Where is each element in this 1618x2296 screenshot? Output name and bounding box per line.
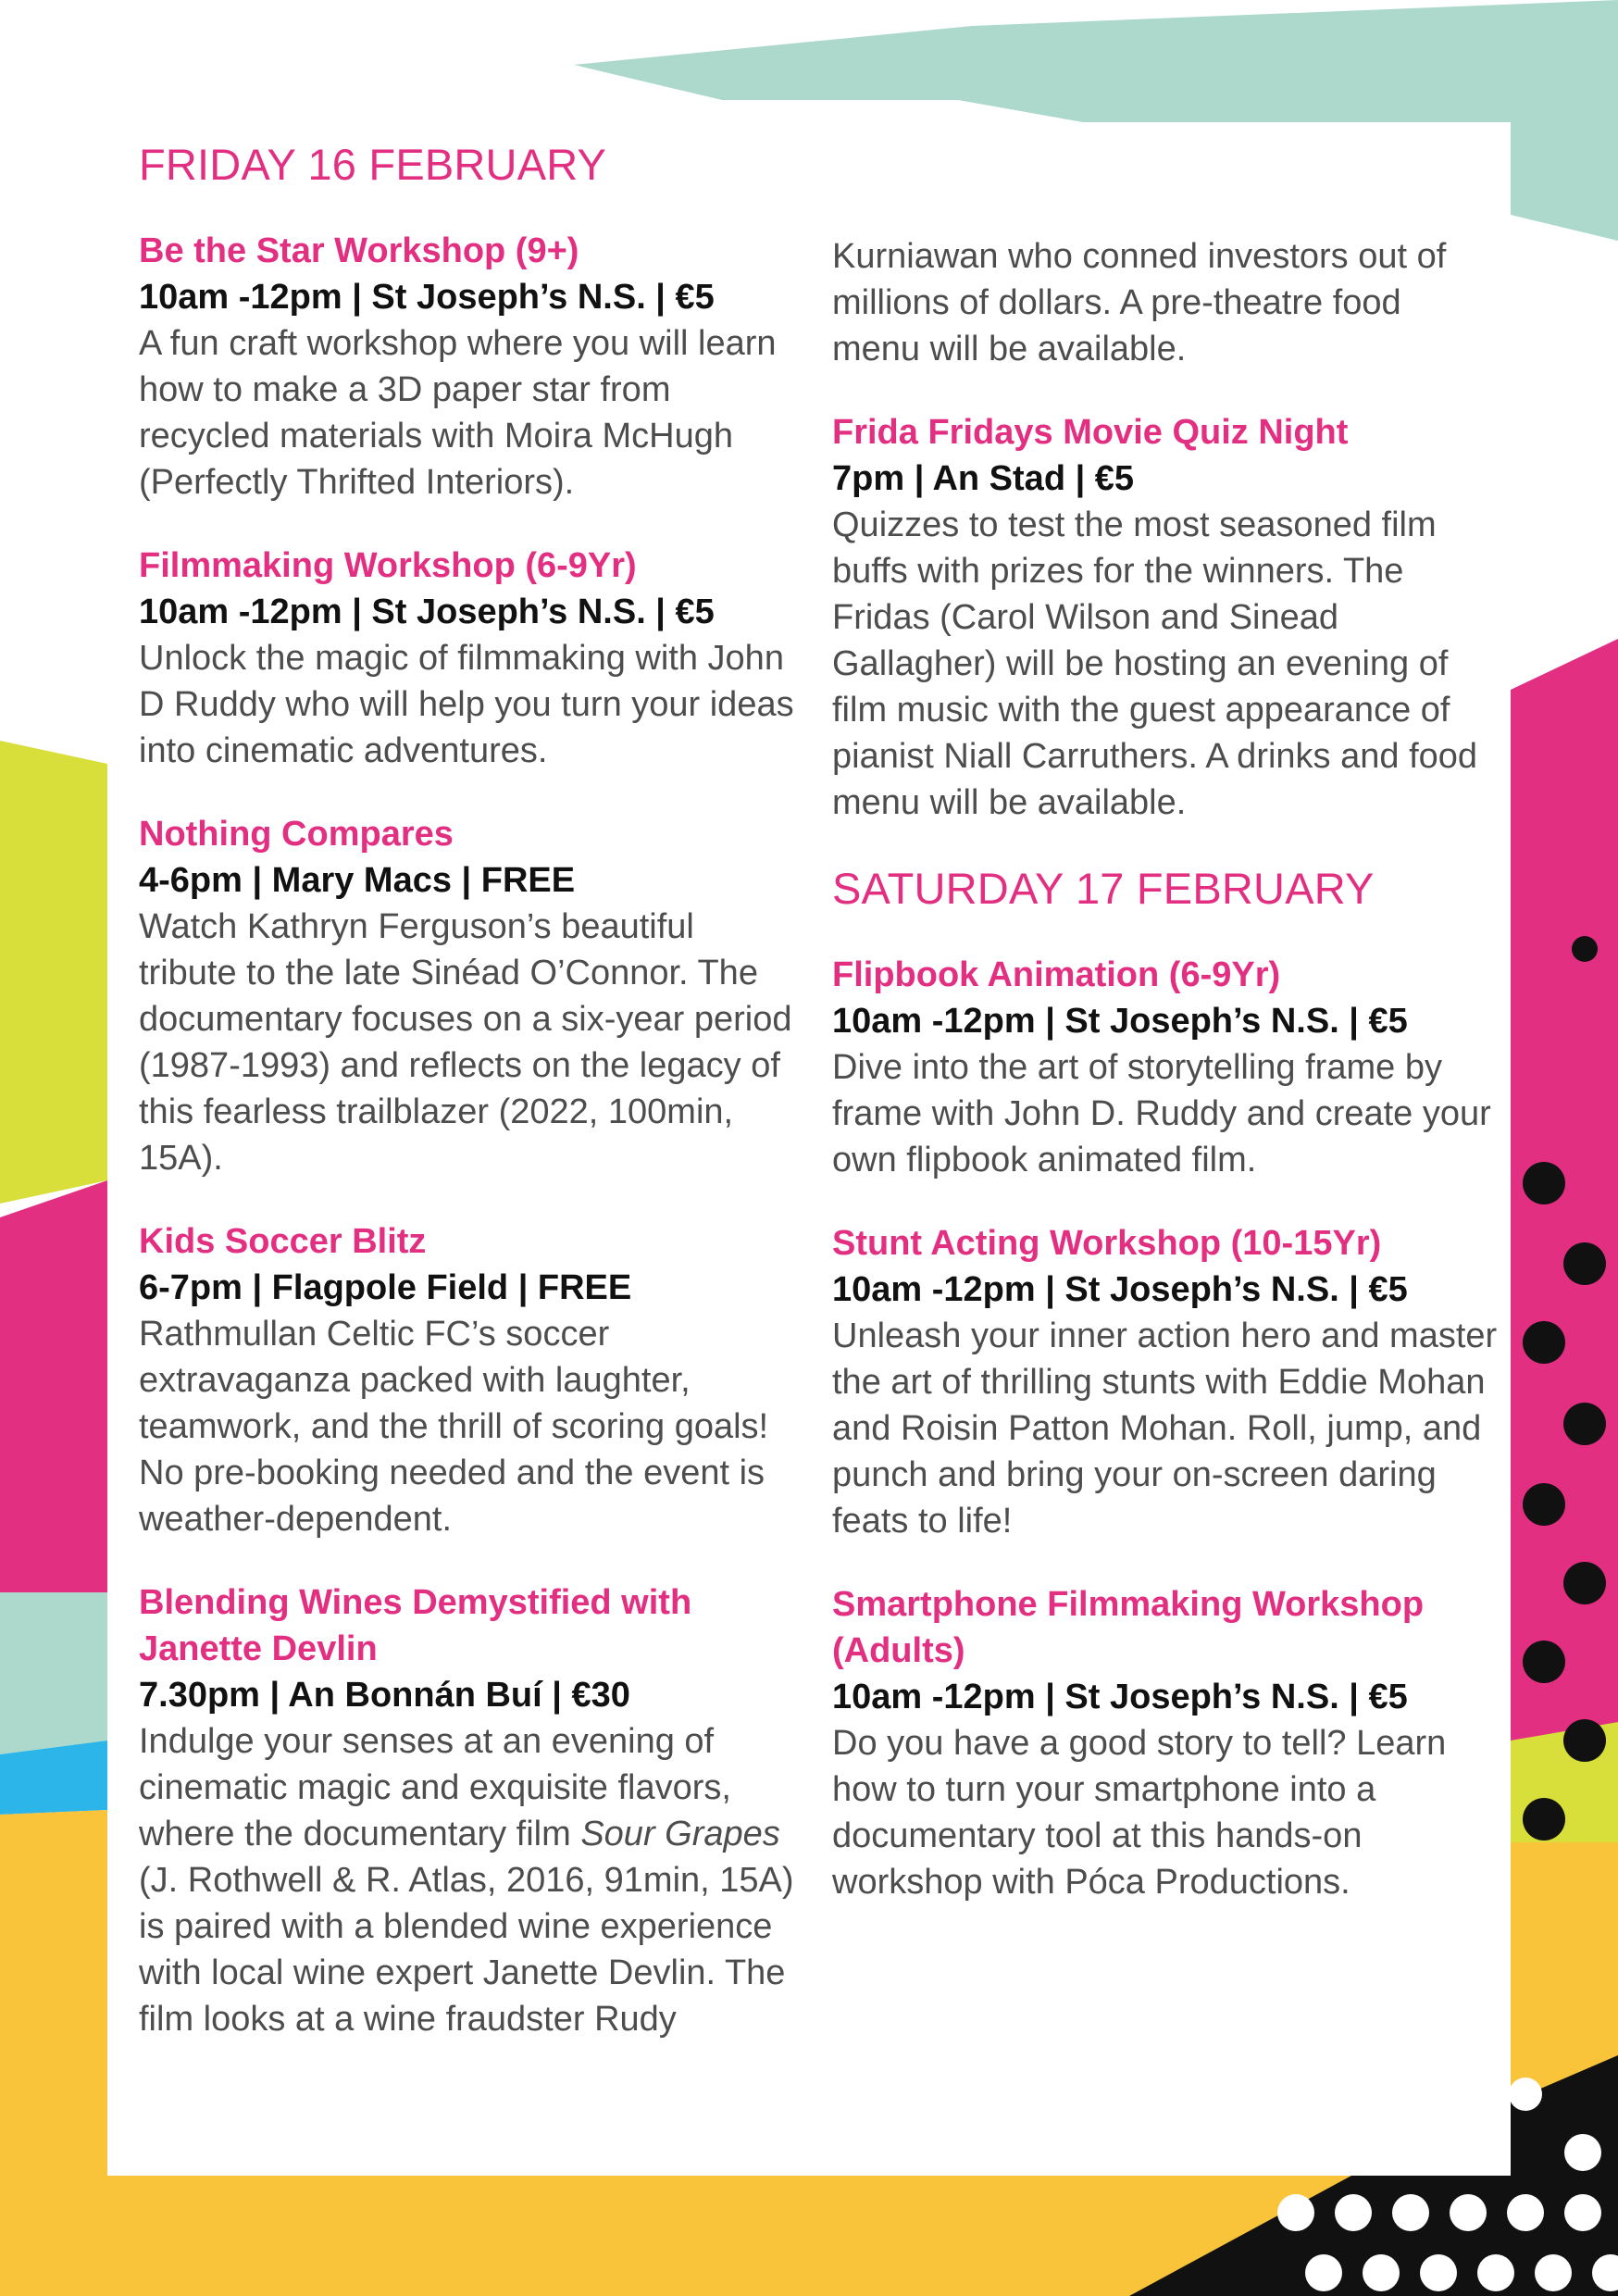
event-nothing-compares (139, 811, 796, 1181)
event-title: Flipbook Animation (6-9Yr) (832, 955, 1281, 995)
event-be-the-star (139, 228, 796, 505)
film-title: Sour Grapes (580, 1815, 780, 1854)
event-stunt-acting (832, 1220, 1499, 1544)
event-description: Rathmullan Celtic FC’s soccer extravaganza packed with laughter, teamwork, and the thrill of scoring goals! No pre-booking needed and the event is weather-dependent. (139, 1315, 769, 1540)
continued-description: Kurniawan who conned investors out of millions of dollars. A pre-theatre food menu will be available. (832, 237, 1447, 368)
event-meta: 4-6pm | Mary Macs | FREE (139, 861, 576, 901)
description-text: (J. Rothwell & R. Atlas, 2016, 91min, 15A) is paired with a blended wine experience with local wine expert Janette Devlin. The film looks at a wine fraudster Rudy (139, 1861, 794, 2040)
event-smartphone-filmmaking (832, 1581, 1499, 1905)
event-meta: 7.30pm | An Bonnán Buí | €30 (139, 1676, 630, 1716)
event-meta: 7pm | An Stad | €5 (832, 459, 1135, 498)
event-title: Be the Star Workshop (9+) (139, 231, 579, 271)
event-title: Frida Fridays Movie Quiz Night (832, 413, 1349, 452)
event-meta: 10am -12pm | St Joseph’s N.S. | €5 (832, 1678, 1408, 1717)
event-description: Unlock the magic of filmmaking with John D Ruddy who will help you turn your ideas into cinematic adventures. (139, 639, 794, 771)
day-heading-friday: FRIDAY 16 FEBRUARY (139, 140, 607, 189)
event-meta: 10am -12pm | St Joseph’s N.S. | €5 (832, 1002, 1408, 1042)
event-title: Kids Soccer Blitz (139, 1222, 427, 1262)
event-description: A fun craft workshop where you will learn how to make a 3D paper star from recycled materials with Moira McHugh (Perfectly Thrifted Interiors). (139, 324, 777, 503)
left-column (139, 139, 796, 2079)
pink-shape-right (1511, 639, 1618, 1778)
event-frida-fridays (832, 409, 1499, 826)
event-title: Nothing Compares (139, 815, 454, 855)
event-meta: 10am -12pm | St Joseph’s N.S. | €5 (832, 1270, 1408, 1310)
event-description: Quizzes to test the most seasoned film buffs with prizes for the winners. The Fridas (Carol Wilson and Sinead Gallagher) will be hosting an evening of film music with the guest appearance of pianist Niall Carruthers. A drinks and food menu will be available. (832, 505, 1478, 822)
event-kids-soccer-blitz (139, 1218, 796, 1542)
pink-shape-left (0, 1180, 107, 1592)
mint-shape-left (0, 1592, 107, 1754)
day-heading-saturday: SATURDAY 17 FEBRUARY (832, 864, 1375, 913)
event-description: Unleash your inner action hero and master the art of thrilling stunts with Eddie Mohan and Roisin Patton Mohan. Roll, jump, and punch and bring your on-screen daring feats to life! (832, 1316, 1498, 1541)
event-filmmaking-workshop (139, 543, 796, 774)
event-meta: 6-7pm | Flagpole Field | FREE (139, 1268, 632, 1308)
event-title: Smartphone Filmmaking Workshop (Adults) (832, 1585, 1425, 1671)
event-meta: 10am -12pm | St Joseph’s N.S. | €5 (139, 278, 715, 318)
event-blending-wines (139, 1579, 796, 2042)
right-column (832, 233, 1499, 1942)
event-description (139, 1718, 796, 2042)
event-title: Filmmaking Workshop (6-9Yr) (139, 546, 637, 586)
event-flipbook-animation (832, 952, 1499, 1183)
lime-shape-left (0, 741, 107, 1204)
event-title: Blending Wines Demystified with Janette Devlin (139, 1583, 692, 1669)
event-title: Stunt Acting Workshop (10-15Yr) (832, 1224, 1382, 1264)
event-description: Watch Kathryn Ferguson’s beautiful tribute to the late Sinéad O’Connor. The documentary focuses on a six-year period (1987-1993) and reflects on the legacy of this fearless trailblazer (2022, 100min, 15A). (139, 907, 792, 1179)
event-meta: 10am -12pm | St Joseph’s N.S. | €5 (139, 593, 715, 632)
event-description: Dive into the art of storytelling frame by frame with John D. Ruddy and create your own flipbook animated film. (832, 1048, 1491, 1180)
event-description: Do you have a good story to tell? Learn how to turn your smartphone into a documentary tool at this hands-on workshop with Póca Productions. (832, 1724, 1447, 1903)
description-text: Indulge your senses at an evening of cinematic magic and exquisite flavors, where the documentary film (139, 1722, 731, 1854)
